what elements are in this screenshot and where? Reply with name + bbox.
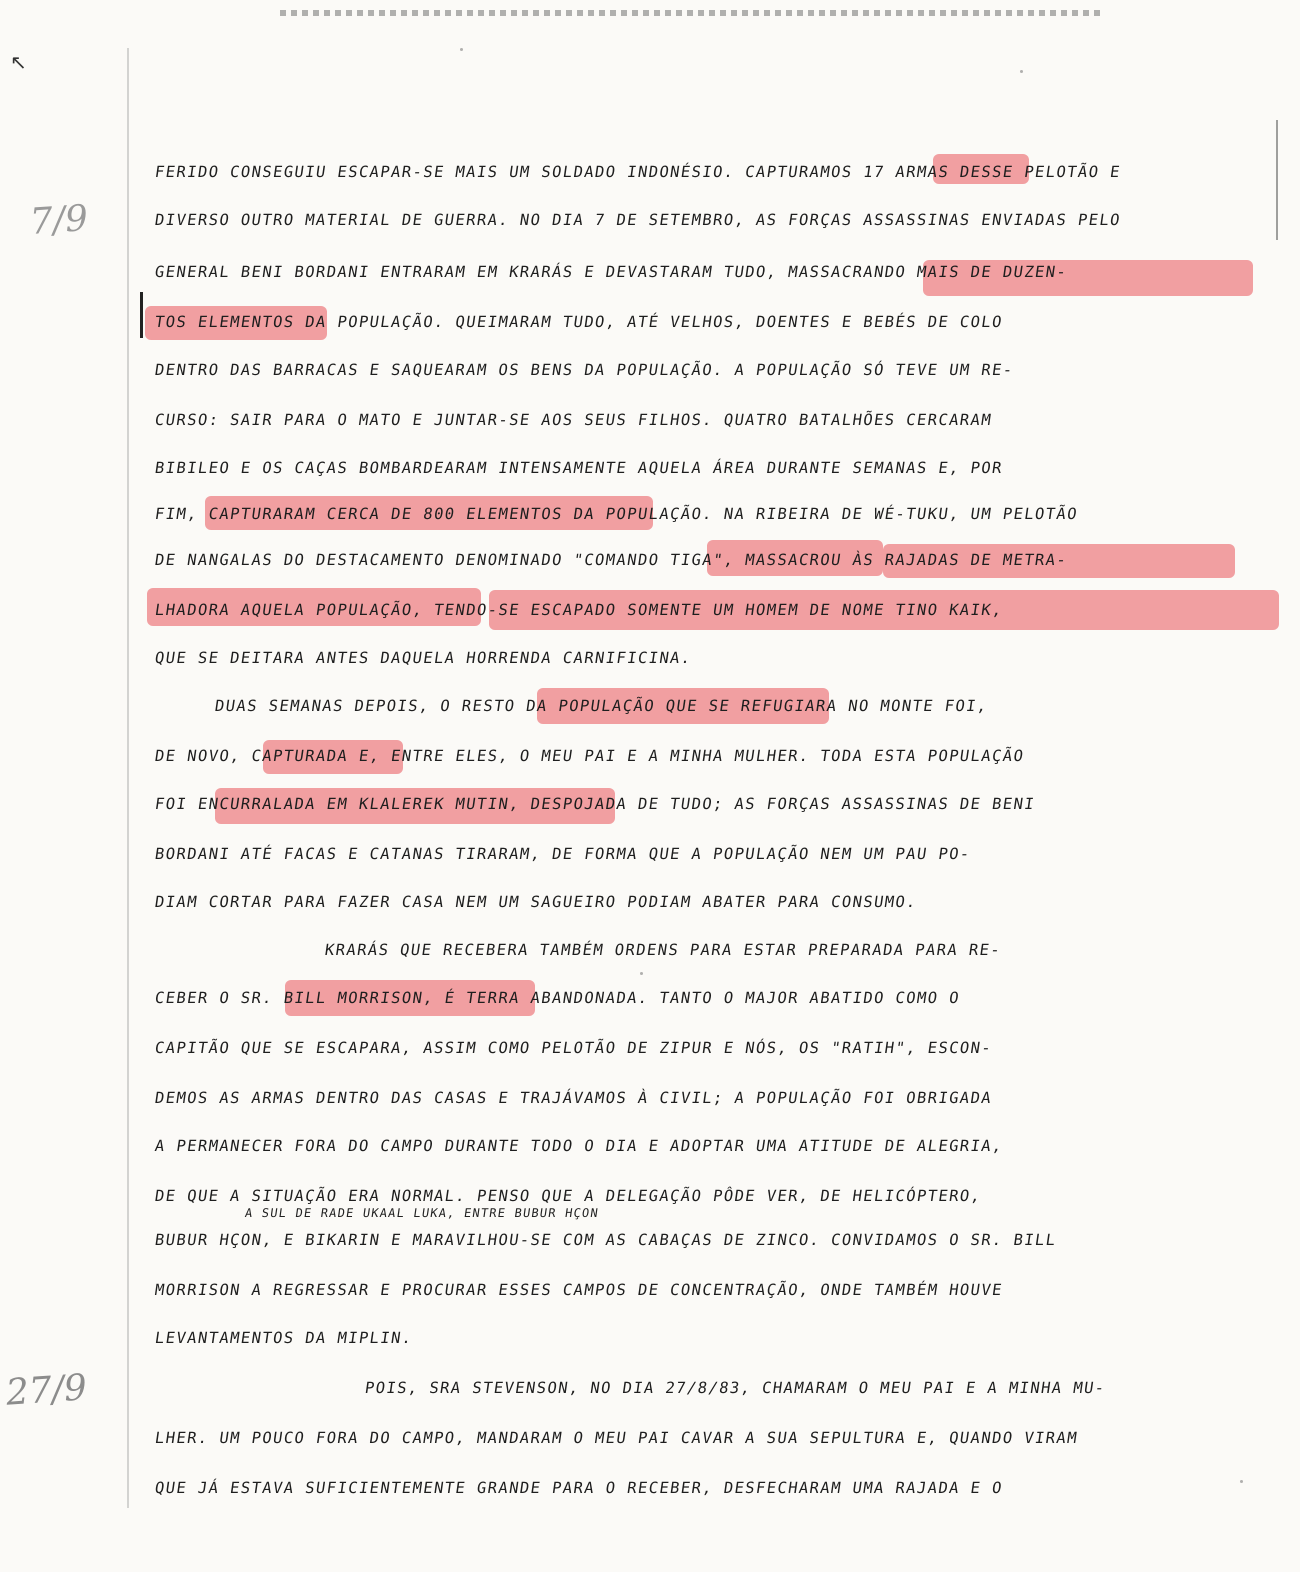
text-line: DEMOS AS ARMAS DENTRO DAS CASAS E TRAJÁVAMOS À CIVIL; A POPULAÇÃO FOI OBRIGADA: [153, 1089, 994, 1107]
margin-note-date: 7/9: [28, 198, 90, 243]
text-line: TOS ELEMENTOS DA POPULAÇÃO. QUEIMARAM TUDO, ATÉ VELHOS, DOENTES E BEBÉS DE COLO: [153, 313, 1005, 331]
text-line: QUE SE DEITARA ANTES DAQUELA HORRENDA CARNIFICINA.: [153, 649, 693, 667]
text-line: POIS, SRA STEVENSON, NO DIA 27/8/83, CHAMARAM O MEU PAI E A MINHA MU-: [363, 1379, 1107, 1397]
page-left-rule: [127, 48, 129, 1508]
text-line: LHER. UM POUCO FORA DO CAMPO, MANDARAM O MEU PAI CAVAR A SUA SEPULTURA E, QUANDO VIRAM: [153, 1429, 1080, 1447]
text-line: DE NANGALAS DO DESTACAMENTO DENOMINADO "COMANDO TIGA", MASSACROU ÀS RAJADAS DE METRA-: [153, 551, 1069, 569]
margin-tick-mark: [140, 292, 143, 338]
text-line: FERIDO CONSEGUIU ESCAPAR-SE MAIS UM SOLDADO INDONÉSIO. CAPTURAMOS 17 ARMAS DESSE PELOTÃO E: [153, 163, 1123, 181]
scan-speck: [1020, 70, 1023, 73]
text-line: BIBILEO E OS CAÇAS BOMBARDEARAM INTENSAMENTE AQUELA ÁREA DURANTE SEMANAS E, POR: [153, 459, 1005, 477]
text-line: A PERMANECER FORA DO CAMPO DURANTE TODO O DIA E ADOPTAR UMA ATITUDE DE ALEGRIA,: [153, 1137, 1005, 1155]
corner-mark: ↖: [10, 50, 27, 74]
text-line: CURSO: SAIR PARA O MATO E JUNTAR-SE AOS SEUS FILHOS. QUATRO BATALHÕES CERCARAM: [153, 411, 994, 429]
text-line: MORRISON A REGRESSAR E PROCURAR ESSES CAMPOS DE CONCENTRAÇÃO, ONDE TAMBÉM HOUVE: [153, 1281, 1005, 1299]
text-line: DUAS SEMANAS DEPOIS, O RESTO DA POPULAÇÃO QUE SE REFUGIARA NO MONTE FOI,: [213, 697, 989, 715]
text-line: DIAM CORTAR PARA FAZER CASA NEM UM SAGUEIRO PODIAM ABATER PARA CONSUMO.: [153, 893, 919, 911]
text-line: QUE JÁ ESTAVA SUFICIENTEMENTE GRANDE PARA O RECEBER, DESFECHARAM UMA RAJADA E O: [153, 1479, 1005, 1497]
text-line: BORDANI ATÉ FACAS E CATANAS TIRARAM, DE FORMA QUE A POPULAÇÃO NEM UM PAU PO-: [153, 845, 972, 863]
text-line: BUBUR HÇON, E BIKARIN E MARAVILHOU-SE COM AS CABAÇAS DE ZINCO. CONVIDAMOS O SR. BILL: [153, 1231, 1058, 1249]
text-line: DE QUE A SITUAÇÃO ERA NORMAL. PENSO QUE A DELEGAÇÃO PÔDE VER, DE HELICÓPTERO,: [153, 1187, 983, 1205]
inserted-annotation: A SUL DE RADE UKAAL LUKA, ENTRE BUBUR HÇON: [244, 1206, 600, 1220]
text-line: DENTRO DAS BARRACAS E SAQUEARAM OS BENS DA POPULAÇÃO. A POPULAÇÃO SÓ TEVE UM RE-: [153, 361, 1015, 379]
scan-speck: [460, 48, 463, 51]
text-line: DIVERSO OUTRO MATERIAL DE GUERRA. NO DIA 7 DE SETEMBRO, AS FORÇAS ASSASSINAS ENVIADAS PELO: [153, 211, 1123, 229]
text-line: FOI ENCURRALADA EM KLALEREK MUTIN, DESPOJADA DE TUDO; AS FORÇAS ASSASSINAS DE BENI: [153, 795, 1037, 813]
text-line: CEBER O SR. BILL MORRISON, É TERRA ABANDONADA. TANTO O MAJOR ABATIDO COMO O: [153, 989, 962, 1007]
text-line: LEVANTAMENTOS DA MIPLIN.: [153, 1329, 414, 1347]
scan-speck: [1240, 1480, 1243, 1483]
text-line: LHADORA AQUELA POPULAÇÃO, TENDO-SE ESCAPADO SOMENTE UM HOMEM DE NOME TINO KAIK,: [153, 601, 1005, 619]
page-right-rule: [1276, 120, 1278, 240]
text-line: DE NOVO, CAPTURADA E, ENTRE ELES, O MEU PAI E A MINHA MULHER. TODA ESTA POPULAÇÃO: [153, 747, 1026, 765]
text-line: KRARÁS QUE RECEBERA TAMBÉM ORDENS PARA ESTAR PREPARADA PARA RE-: [323, 941, 1003, 959]
scan-speck: [640, 972, 643, 975]
text-line: GENERAL BENI BORDANI ENTRARAM EM KRARÁS E DEVASTARAM TUDO, MASSACRANDO MAIS DE DUZEN-: [153, 263, 1069, 281]
text-line: CAPITÃO QUE SE ESCAPARA, ASSIM COMO PELOTÃO DE ZIPUR E NÓS, OS "RATIH", ESCON-: [153, 1039, 994, 1057]
text-line: FIM, CAPTURARAM CERCA DE 800 ELEMENTOS DA POPULAÇÃO. NA RIBEIRA DE WÉ-TUKU, UM PELOTÃO: [153, 505, 1080, 523]
scan-edge-artifact: [280, 10, 1100, 16]
margin-note-date: 27/9: [4, 1367, 89, 1414]
